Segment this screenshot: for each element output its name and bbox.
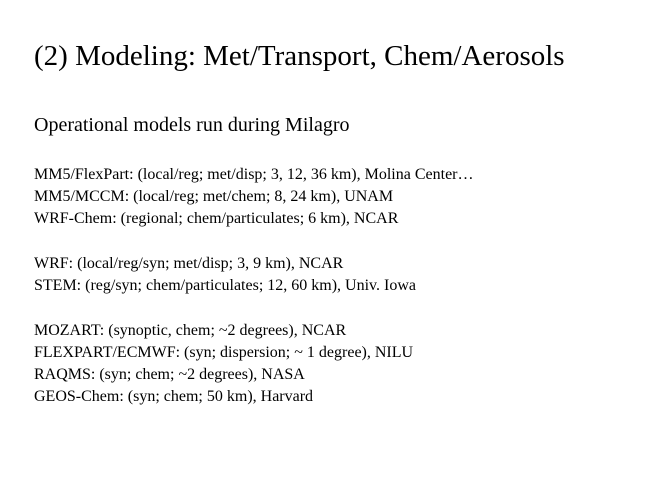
model-group-regional bbox=[34, 164, 474, 230]
model-line-wrf-chem: WRF-Chem: (regional; chem/particulates; 6 km), NCAR bbox=[34, 210, 399, 227]
model-line-mozart: MOZART: (synoptic, chem; ~2 degrees), NCAR bbox=[34, 322, 347, 339]
model-line-stem: STEM: (reg/syn; chem/particulates; 12, 60 km), Univ. Iowa bbox=[34, 277, 416, 294]
model-line-flexpart-ecmwf: FLEXPART/ECMWF: (syn; dispersion; ~ 1 degree), NILU bbox=[34, 344, 414, 361]
model-line-wrf: WRF: (local/reg/syn; met/disp; 3, 9 km), NCAR bbox=[34, 255, 344, 272]
model-line-raqms: RAQMS: (syn; chem; ~2 degrees), NASA bbox=[34, 366, 305, 383]
model-group-regional-synoptic bbox=[34, 253, 416, 297]
model-line-mm5-flexpart: MM5/FlexPart: (local/reg; met/disp; 3, 12, 36 km), Molina Center… bbox=[34, 166, 474, 183]
slide-title: (2) Modeling: Met/Transport, Chem/Aerosols bbox=[34, 40, 565, 72]
model-line-geos-chem: GEOS-Chem: (syn; chem; 50 km), Harvard bbox=[34, 388, 314, 405]
model-group-synoptic bbox=[34, 320, 413, 408]
model-line-mm5-mccm: MM5/MCCM: (local/reg; met/chem; 8, 24 km), UNAM bbox=[34, 188, 394, 205]
slide-subtitle: Operational models run during Milagro bbox=[34, 114, 350, 136]
